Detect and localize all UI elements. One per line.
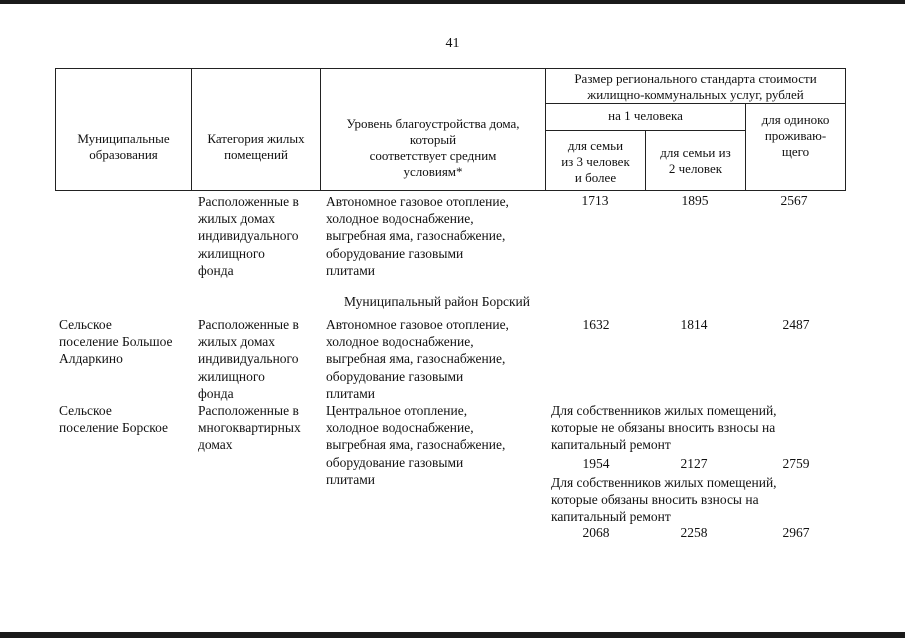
header-text: Уровень благоустройства дома, — [346, 116, 520, 131]
cell-line: Алдаркино — [59, 351, 123, 367]
cell-line: выгребная яма, газоснабжение, — [326, 228, 506, 244]
cell-line: Расположенные в — [198, 317, 299, 332]
header-text: для семьи — [567, 138, 624, 153]
cell-line: которые обязаны вносить взносы на — [551, 492, 759, 508]
value-family2: 1895 — [681, 193, 709, 208]
cell-line: плитами — [326, 471, 376, 487]
header-level — [321, 116, 545, 180]
header-family3 — [546, 138, 645, 186]
cell-line: оборудование газовыми — [326, 368, 464, 384]
header-text: условиям* — [403, 164, 463, 179]
value-single: 2759 — [782, 456, 810, 471]
cell-line: которые не обязаны вносить взносы на — [551, 420, 776, 436]
row-municipal — [59, 316, 173, 368]
header-text: для одиноко — [761, 112, 830, 127]
header-text: из 3 человек — [561, 154, 630, 169]
cell-line: жилых домах — [198, 211, 276, 227]
row-category — [198, 316, 299, 402]
row-level — [326, 193, 509, 279]
value-family2: 1814 — [680, 317, 708, 332]
header-text: Категория жилых — [207, 131, 305, 146]
owner-note-capital-repair — [551, 474, 777, 526]
cell-line: холодное водоснабжение, — [326, 211, 474, 227]
page-number: 41 — [445, 36, 460, 51]
header-vline — [191, 68, 192, 191]
cell-line: индивидуального — [198, 351, 299, 367]
row-category — [198, 402, 301, 454]
header-top-line — [55, 68, 846, 69]
cell-line: выгребная яма, газоснабжение, — [326, 351, 506, 367]
cell-line: Сельское — [59, 317, 112, 332]
cell-line: Для собственников жилых помещений, — [551, 475, 777, 490]
cell-line: плитами — [326, 385, 376, 401]
header-text: Размер регионального стандарта стоимости — [574, 71, 817, 86]
row-level — [326, 316, 509, 402]
cell-line: поселение Борское — [59, 420, 169, 436]
value-family2: 2258 — [680, 525, 708, 540]
header-text: жилищно-коммунальных услуг, рублей — [587, 87, 804, 102]
bottom-border-rule — [0, 632, 905, 638]
cell-line: жилищного — [198, 368, 265, 384]
value-family3: 1632 — [582, 317, 610, 332]
header-line-size — [545, 103, 846, 104]
header-text: и более — [574, 170, 617, 185]
cell-line: Расположенные в — [198, 403, 299, 418]
header-text: образования — [89, 147, 158, 162]
header-text: помещений — [224, 147, 288, 162]
cell-line: индивидуального — [198, 228, 299, 244]
owner-note-no-capital-repair — [551, 402, 777, 454]
cell-line: Расположенные в — [198, 194, 299, 209]
header-size — [546, 71, 845, 103]
cell-line: холодное водоснабжение, — [326, 334, 474, 350]
top-border-rule — [0, 0, 905, 4]
cell-line: жилищного — [198, 245, 265, 261]
header-text: Муниципальные — [77, 131, 170, 146]
header-category — [192, 131, 320, 163]
value-family3: 1713 — [581, 193, 609, 208]
cell-line: фонда — [198, 262, 234, 278]
cell-line: домах — [198, 437, 233, 453]
row-category — [198, 193, 299, 279]
header-text: щего — [781, 144, 810, 159]
value-single: 2967 — [782, 525, 810, 540]
cell-line: фонда — [198, 385, 234, 401]
header-vline — [845, 68, 846, 191]
header-bottom-line — [55, 190, 846, 191]
value-family3: 1954 — [582, 456, 610, 471]
cell-line: холодное водоснабжение, — [326, 420, 474, 436]
cell-line: Автономное газовое отопление, — [326, 317, 509, 332]
row-level — [326, 402, 505, 488]
header-single — [746, 112, 845, 160]
header-text: для семьи из — [660, 145, 731, 160]
header-per-person: на 1 человека — [608, 108, 683, 123]
value-family3: 2068 — [582, 525, 610, 540]
value-single: 2487 — [782, 317, 810, 332]
cell-line: Для собственников жилых помещений, — [551, 403, 777, 418]
cell-line: плитами — [326, 262, 376, 278]
value-single: 2567 — [780, 193, 808, 208]
header-text: 2 человек — [668, 161, 723, 176]
cell-line: выгребная яма, газоснабжение, — [326, 437, 506, 453]
cell-line: Сельское — [59, 403, 112, 418]
row-municipal — [59, 402, 168, 436]
cell-line: Центральное отопление, — [326, 403, 468, 418]
cell-line: Автономное газовое отопление, — [326, 194, 509, 209]
value-family2: 2127 — [680, 456, 708, 471]
cell-line: многоквартирных — [198, 420, 301, 436]
district-heading: Муниципальный район Борский — [344, 294, 531, 309]
cell-line: жилых домах — [198, 334, 276, 350]
header-text: проживаю- — [764, 128, 827, 143]
header-text: который — [409, 132, 457, 147]
header-vline — [55, 68, 56, 191]
cell-line: поселение Большое — [59, 334, 173, 350]
cell-line: капитальный ремонт — [551, 509, 671, 525]
cell-line: капитальный ремонт — [551, 437, 671, 453]
header-text: соответствует средним — [369, 148, 497, 163]
cell-line: оборудование газовыми — [326, 454, 464, 470]
header-municipal — [56, 131, 191, 163]
cell-line: оборудование газовыми — [326, 245, 464, 261]
header-family2 — [646, 145, 745, 177]
